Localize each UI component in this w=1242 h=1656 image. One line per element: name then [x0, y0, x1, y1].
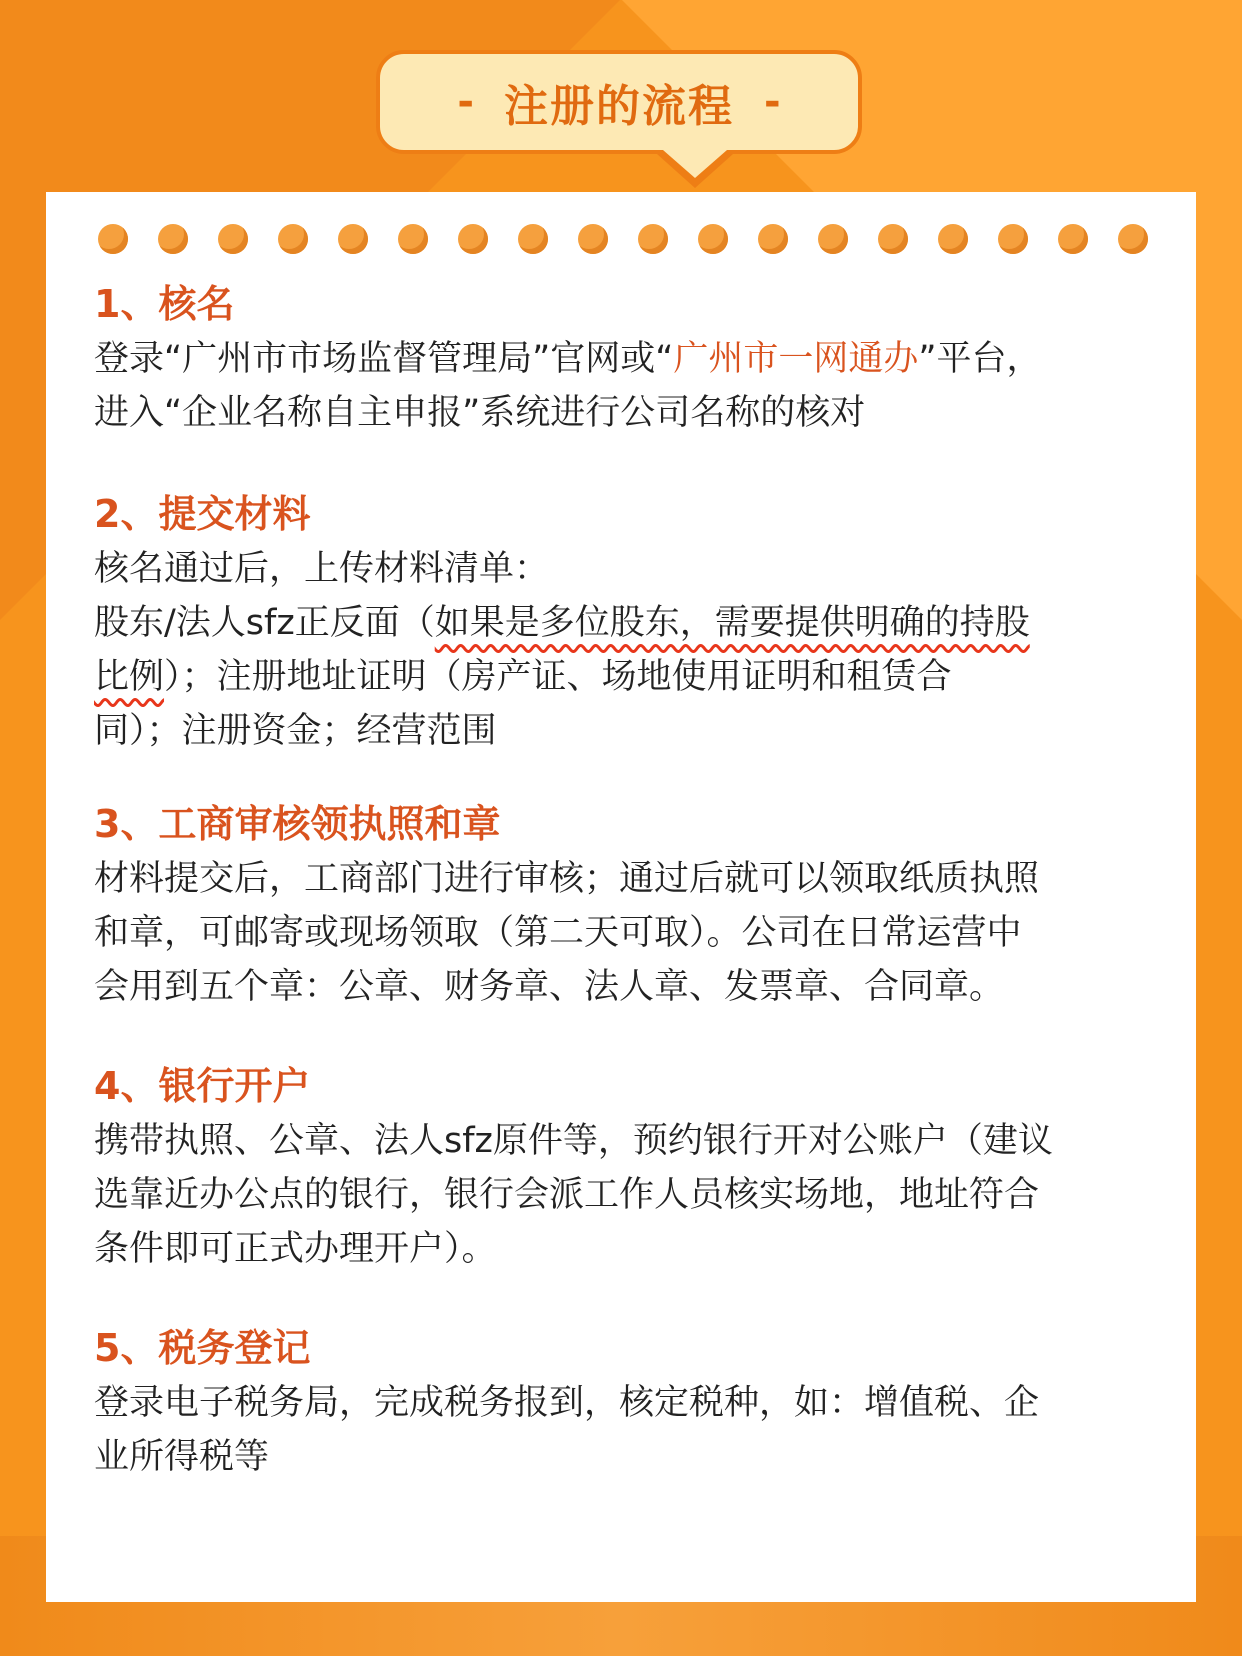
section-heading: 4、银行开户	[94, 1064, 311, 1108]
paragraph-line: 会用到五个章：公章、财务章、法人章、发票章、合同章。	[94, 967, 1005, 1007]
section-paragraph	[94, 1376, 1154, 1484]
highlight-platform-name: 广州市一网通办	[673, 339, 919, 379]
title-bubble	[376, 50, 862, 154]
notebook-dot	[278, 224, 308, 254]
section-review-license	[94, 798, 1154, 1014]
paragraph-line	[94, 650, 1154, 704]
content-card	[46, 192, 1196, 1602]
section-bank-account	[94, 1060, 1154, 1276]
paragraph-line: 同）；注册资金；经营范围	[94, 711, 497, 751]
notebook-dot	[938, 224, 968, 254]
text-run: 登录“广州市市场监督管理局”官网或“	[94, 339, 674, 379]
paragraph-line: 材料提交后，工商部门进行审核；通过后就可以领取纸质执照	[94, 859, 1040, 899]
text-run: 股东/法人sfz正反面（	[94, 603, 435, 643]
notebook-dot	[578, 224, 608, 254]
notebook-dot	[638, 224, 668, 254]
section-paragraph	[94, 332, 1154, 440]
notebook-dot	[458, 224, 488, 254]
notebook-dot	[338, 224, 368, 254]
notebook-dot	[98, 224, 128, 254]
text-run: ）；注册地址证明（房产证、场地使用证明和租赁合	[164, 657, 952, 697]
notebook-dot	[218, 224, 248, 254]
text-run: ”平台，	[918, 339, 1042, 379]
section-heading: 3、工商审核领执照和章	[94, 802, 501, 846]
section-heading: 1、核名	[94, 282, 235, 326]
section-name-check	[94, 278, 1154, 440]
paragraph-line: 进入“企业名称自主申报”系统进行公司名称的核对	[94, 393, 866, 433]
notebook-dot	[878, 224, 908, 254]
notebook-dot	[818, 224, 848, 254]
title-dash-left: -	[457, 79, 474, 125]
paragraph-line: 业所得税等	[94, 1437, 270, 1477]
paragraph-line: 选靠近办公点的银行，银行会派工作人员核实场地，地址符合	[94, 1175, 1040, 1215]
paragraph-line: 核名通过后，上传材料清单：	[94, 549, 550, 589]
notebook-dot	[1118, 224, 1148, 254]
section-paragraph	[94, 1114, 1154, 1276]
page-title: 注册的流程	[504, 81, 734, 132]
section-paragraph	[94, 852, 1154, 1014]
section-paragraph	[94, 542, 1154, 758]
paragraph-line: 携带执照、公章、法人sfz原件等，预约银行开对公账户（建议	[94, 1121, 1053, 1161]
notebook-dots	[98, 224, 1148, 260]
notebook-dot	[758, 224, 788, 254]
paragraph-line: 和章，可邮寄或现场领取（第二天可取）。公司在日常运营中	[94, 913, 1022, 953]
wavy-underlined-text: 比例	[94, 657, 165, 697]
notebook-dot	[998, 224, 1028, 254]
paragraph-line: 条件即可正式办理开户）。	[94, 1229, 497, 1269]
wavy-underlined-text: 如果是多位股东，需要提供明确的持股	[434, 603, 1030, 643]
notebook-dot	[158, 224, 188, 254]
notebook-dot	[518, 224, 548, 254]
section-heading: 2、提交材料	[94, 492, 311, 536]
paragraph-line	[94, 596, 1154, 650]
paragraph-line	[94, 332, 1154, 386]
section-tax-registration	[94, 1322, 1154, 1484]
title-bubble-tail-fill	[663, 150, 727, 178]
notebook-dot	[698, 224, 728, 254]
notebook-dot	[1058, 224, 1088, 254]
section-heading: 5、税务登记	[94, 1326, 311, 1370]
paragraph-line: 登录电子税务局，完成税务报到，核定税种，如：增值税、企	[94, 1383, 1040, 1423]
notebook-dot	[398, 224, 428, 254]
section-submit-materials	[94, 488, 1154, 758]
title-dash-right: -	[764, 79, 781, 125]
